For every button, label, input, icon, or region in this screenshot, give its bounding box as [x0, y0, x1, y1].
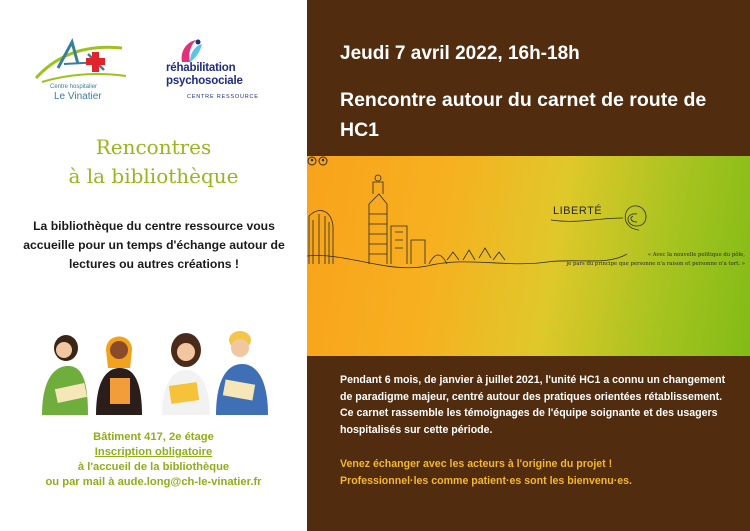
reader-4	[216, 331, 268, 415]
heading-line1: Rencontres	[95, 135, 212, 159]
info-building: Bâtiment 417, 2e étage	[93, 431, 214, 443]
intro-text: La bibliothèque du centre ressource vous accueille pour un temps d'échange autour de lectures ou autres créations !	[23, 219, 285, 271]
reader-2	[96, 337, 142, 416]
rehab-logo-mark	[176, 38, 206, 64]
event-title: Rencontre autour du carnet de route de HC1	[340, 89, 707, 141]
reader-3	[162, 333, 210, 415]
rehab-logo-line1: réhabilitation	[166, 62, 236, 74]
rehab-logo-line3: CENTRE RESSOURCE	[187, 94, 259, 100]
banner-quote-line2: je pars du principe que personne n'a raison et personne n'a tort. »	[566, 261, 745, 267]
banner-quote-line1: « Avec la nouvelle politique du pôle,	[647, 252, 745, 258]
vinatier-logo	[28, 34, 136, 104]
vinatier-caption-large: Le Vinatier	[54, 91, 102, 102]
call-to-action	[340, 456, 735, 490]
info-where: à l'accueil de la bibliothèque	[77, 461, 230, 473]
left-panel	[0, 0, 307, 531]
event-date: Jeudi 7 avril 2022, 16h-18h	[340, 43, 580, 64]
event-description: Pendant 6 mois, de janvier à juillet 2021, l'unité HC1 a connu un changement de paradigme majeur, centré autour des pratiques orientées rétablissement. Ce carnet rassemble les témoignages de l'équipe soignante et des usagers hospitalisés sur cette période.	[340, 374, 726, 436]
reader-1	[42, 335, 88, 415]
vinatier-logo-mark	[28, 34, 136, 86]
heading-line2: à la bibliothèque	[68, 164, 239, 188]
cta-line1: Venez échanger avec les acteurs à l'origine du projet !	[340, 458, 613, 470]
carnet-banner	[307, 156, 750, 356]
banner-word: LIBERTÉ	[553, 205, 603, 217]
vinatier-caption-small: Centre hospitalier	[50, 84, 98, 90]
right-panel	[307, 0, 750, 531]
people-icon	[307, 156, 329, 166]
rehab-logo	[166, 38, 286, 108]
four-people-reading-illustration	[36, 320, 276, 415]
rehab-logo-line2: psychosociale	[166, 75, 243, 87]
info-registration-link[interactable]: Inscription obligatoire	[94, 446, 213, 458]
cta-line2: Professionnel·les comme patient·es sont les bienvenu·es.	[340, 475, 633, 487]
info-email[interactable]: ou par mail à aude.long@ch-le-vinatier.fr	[45, 476, 262, 488]
